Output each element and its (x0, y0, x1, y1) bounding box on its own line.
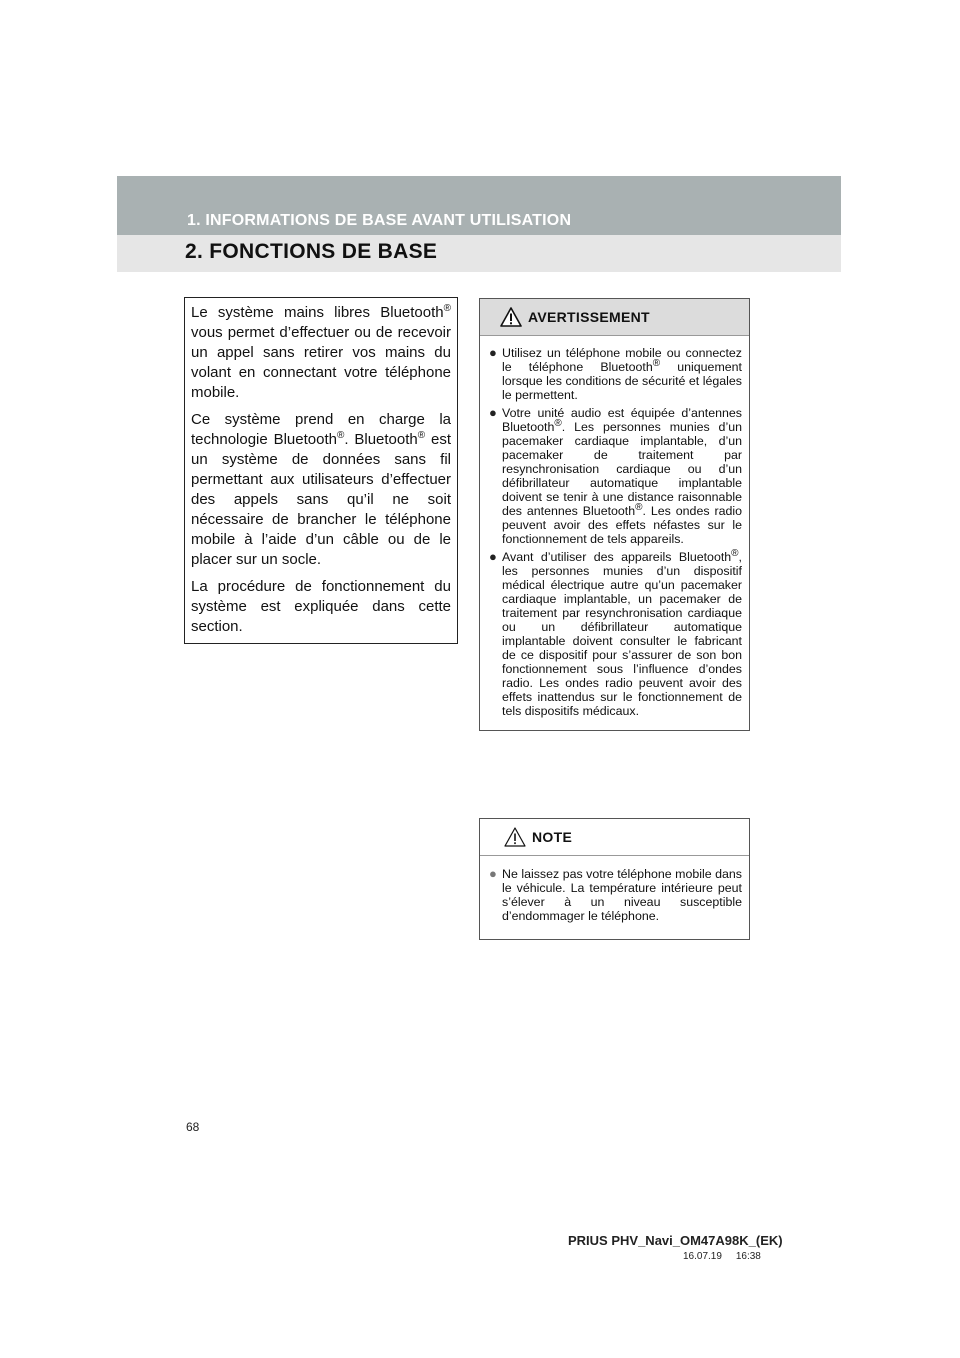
registered-mark: ® (417, 430, 426, 441)
warning-header (480, 299, 749, 336)
note-item-text: Ne laissez pas votre téléphone mobile dans le véhicule. La température intérieure peut s’élever à un niveau susceptible d’endommager le téléphone. (502, 867, 742, 923)
note-title: NOTE (532, 829, 573, 845)
warning-item-text (502, 406, 742, 546)
registered-mark: ® (731, 547, 739, 559)
bullet-icon: ● (489, 866, 497, 881)
warning-item2-text-b: . Les personnes munies d’un pacemaker cardiaque implantable, d’un pacemaker de traitement par resynchronisation cardiaque ou d’un défibrillateur automatique implantable doivent se tenir à une distance raisonnable des antennes Bluetooth (502, 420, 742, 518)
registered-mark: ® (652, 357, 661, 369)
intro-paragraph-3: La procédure de fonctionnement du système est expliquée dans cette section. (191, 578, 451, 635)
intro-box (184, 297, 458, 644)
intro-p2-text-a: Ce système prend en charge la technologie Bluetooth (191, 411, 451, 448)
warning-item-text (502, 547, 742, 718)
warning-item3-text-b: , les personnes munies d’un dispositif médical électrique autre qu’un pacemaker cardiaque implantable, un pacemaker de traitement par resynchronisation cardiaque ou un défibrillateur automatique implantable doivent consulter le fabricant de ce dispositif pour s’assurer de son bon fonctionnement sous l’influence d’ondes radio. Les ondes radio peuvent avoir des effets inattendus sur le fonctionnement de tels dispositifs médicaux. (502, 550, 742, 718)
note-body (480, 856, 749, 939)
warning-item2-text-a: Votre unité audio est équipée d’antennes Bluetooth (502, 406, 742, 434)
warning-title: AVERTISSEMENT (528, 309, 650, 325)
warning-body (480, 336, 749, 730)
intro-paragraph-1 (191, 303, 451, 403)
section-title: 2. FONCTIONS DE BASE (185, 240, 438, 263)
warning-triangle-icon (500, 307, 522, 327)
intro-p1-text-b: vous permet d’effectuer ou de recevoir un appel sans retirer vos mains du volant en connectant votre téléphone mobile. (191, 324, 451, 401)
note-header (480, 819, 749, 856)
chapter-title: 1. INFORMATIONS DE BASE AVANT UTILISATION (187, 212, 572, 229)
page-number: 68 (186, 1120, 200, 1134)
warning-item-text (502, 346, 742, 402)
registered-mark: ® (336, 430, 345, 441)
bullet-icon: ● (489, 549, 497, 564)
bullet-icon: ● (489, 405, 497, 420)
warning-item1-text-a: Utilisez un téléphone mobile ou connectez le téléphone Bluetooth (502, 346, 742, 374)
note-panel (479, 818, 750, 940)
bullet-icon: ● (489, 345, 497, 360)
registered-mark: ® (443, 303, 451, 314)
note-item (489, 867, 742, 923)
intro-p2-text-b: . Bluetooth (344, 431, 418, 448)
warning-item (489, 547, 742, 718)
caution-triangle-icon (504, 827, 526, 847)
warning-item (489, 406, 742, 546)
intro-p2-text-c: est un système de données sans fil permettant aux utilisateurs d’effectuer des appels sans qu’il ne soit nécessaire de brancher le téléphone mobile à l’aide d’un câble ou de le placer sur un socle. (191, 431, 451, 568)
print-date-time: 16.07.19 16:38 (683, 1251, 761, 1262)
warning-item3-text-a: Avant d’utiliser des appareils Bluetooth (502, 550, 732, 564)
intro-p1-text-a: Le système mains libres Bluetooth (191, 304, 444, 321)
warning-item1-text-b: uniquement lorsque les conditions de sécurité et légales le permettent. (502, 360, 742, 402)
registered-mark: ® (635, 501, 643, 513)
warning-item2-text-c: . Les ondes radio peuvent avoir des effets néfastes sur le fonctionnement de tels appareils. (502, 504, 742, 546)
intro-paragraph-2 (191, 410, 451, 570)
document-code: PRIUS PHV_Navi_OM47A98K_(EK) (568, 1233, 783, 1248)
warning-panel (479, 298, 750, 731)
registered-mark: ® (554, 417, 562, 429)
warning-item (489, 346, 742, 402)
